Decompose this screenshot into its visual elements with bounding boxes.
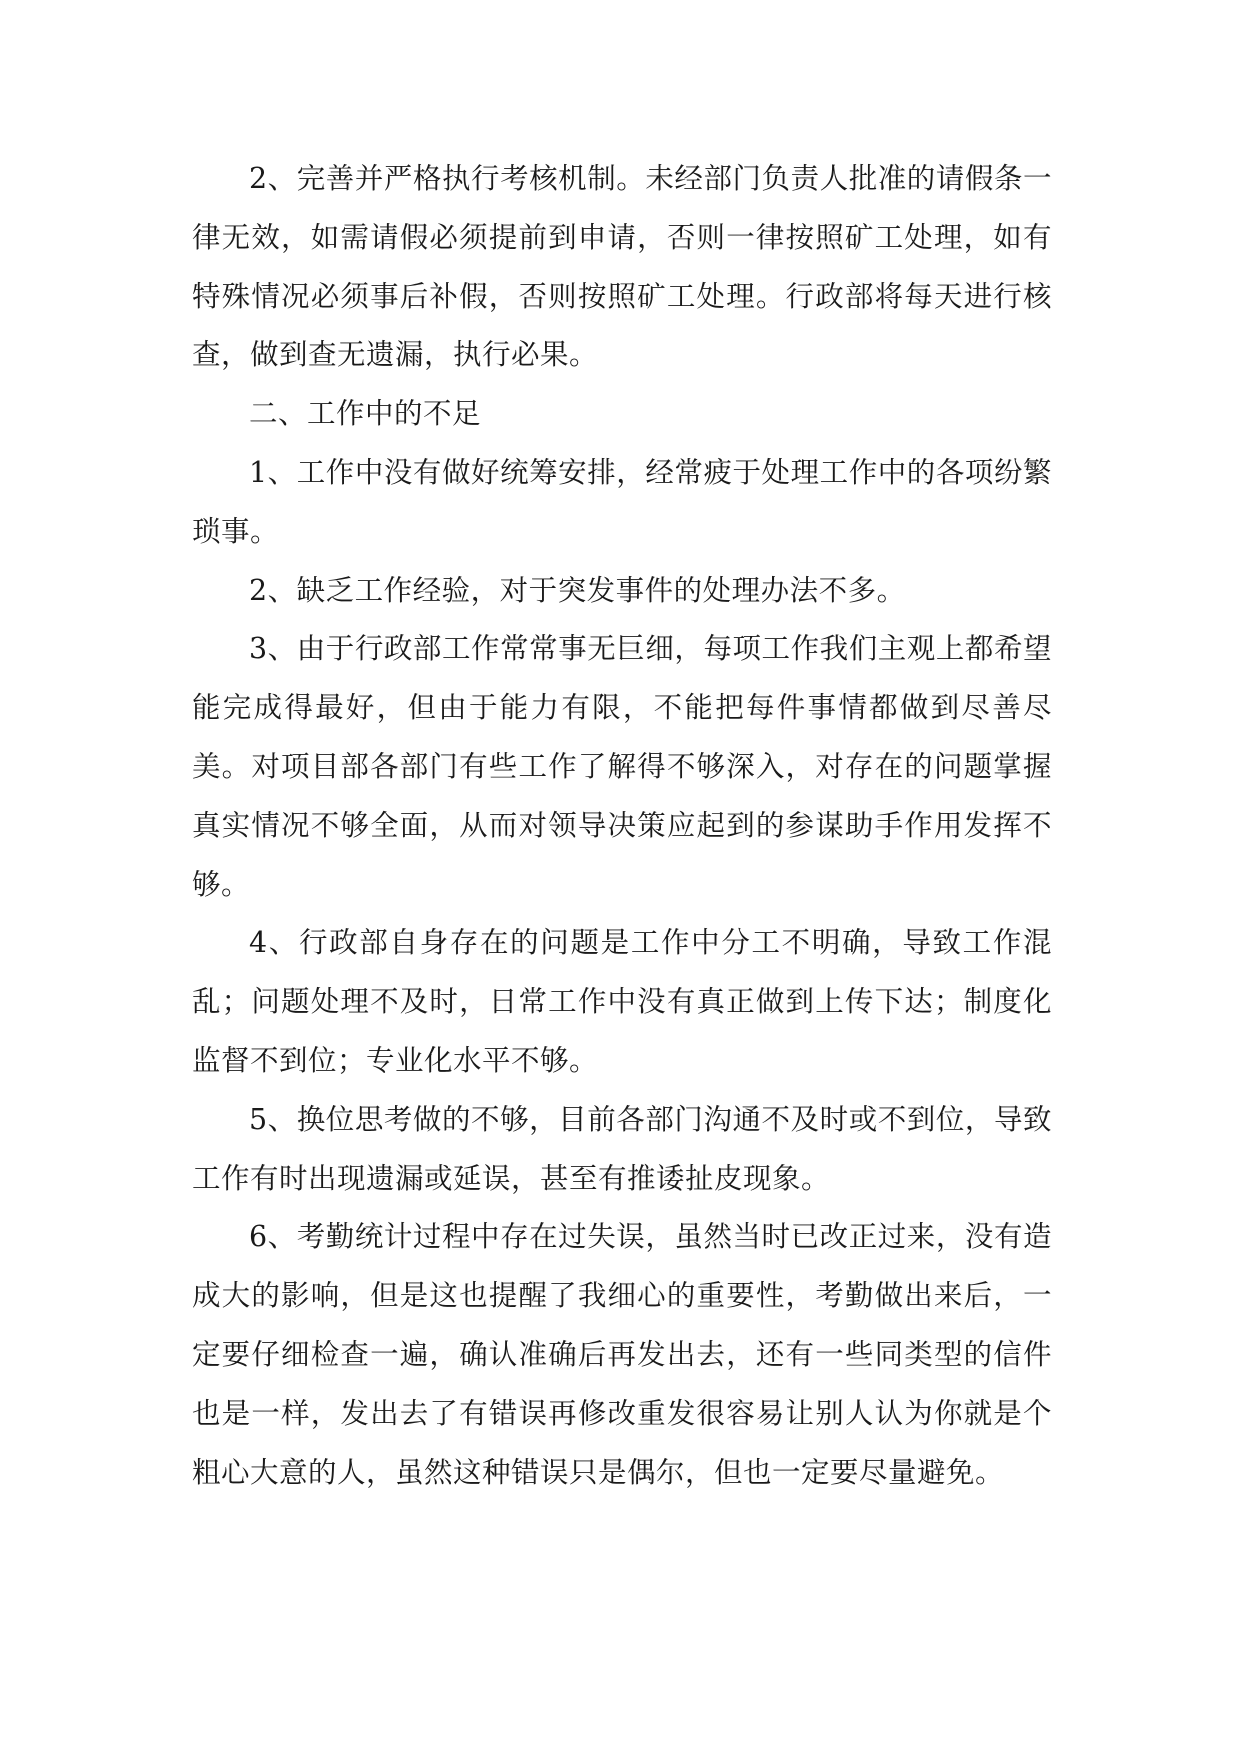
paragraph-shortcoming-6: 6、考勤统计过程中存在过失误，虽然当时已改正过来，没有造成大的影响，但是这也提醒了我细心的重要性，考勤做出来后，一定要仔细检查一遍，确认准确后再发出去，还有一些同类型的信件也是一样，发出去了有错误再修改重发很容易让别人认为你就是个粗心大意的人，虽然这种错误只是偶尔，但也一定要尽量避免。: [192, 1220, 1052, 1489]
section-heading-shortcomings: 二、工作中的不足: [249, 397, 482, 431]
paragraph-shortcoming-3: 3、由于行政部工作常常事无巨细，每项工作我们主观上都希望能完成得最好，但由于能力有限，不能把每件事情都做到尽善尽美。对项目部各部门有些工作了解得不够深入，对存在的问题掌握真实情况不够全面，从而对领导决策应起到的参谋助手作用发挥不够。: [192, 632, 1052, 901]
paragraph-shortcoming-2: 2、缺乏工作经验，对于突发事件的处理办法不多。: [249, 573, 906, 607]
paragraph-assessment-mechanism: 2、完善并严格执行考核机制。未经部门负责人批准的请假条一律无效，如需请假必须提前到申请，否则一律按照矿工处理，如有特殊情况必须事后补假，否则按照矿工处理。行政部将每天进行核查，做到查无遗漏，执行必果。: [192, 162, 1052, 372]
paragraph-shortcoming-5: 5、换位思考做的不够，目前各部门沟通不及时或不到位，导致工作有时出现遗漏或延误，甚至有推诿扯皮现象。: [192, 1102, 1052, 1195]
paragraph-shortcoming-4: 4、行政部自身存在的问题是工作中分工不明确，导致工作混乱；问题处理不及时，日常工作中没有真正做到上传下达；制度化监督不到位；专业化水平不够。: [192, 926, 1052, 1077]
document-body: [192, 150, 1052, 1502]
paragraph-shortcoming-1: 1、工作中没有做好统筹安排，经常疲于处理工作中的各项纷繁琐事。: [192, 455, 1052, 548]
